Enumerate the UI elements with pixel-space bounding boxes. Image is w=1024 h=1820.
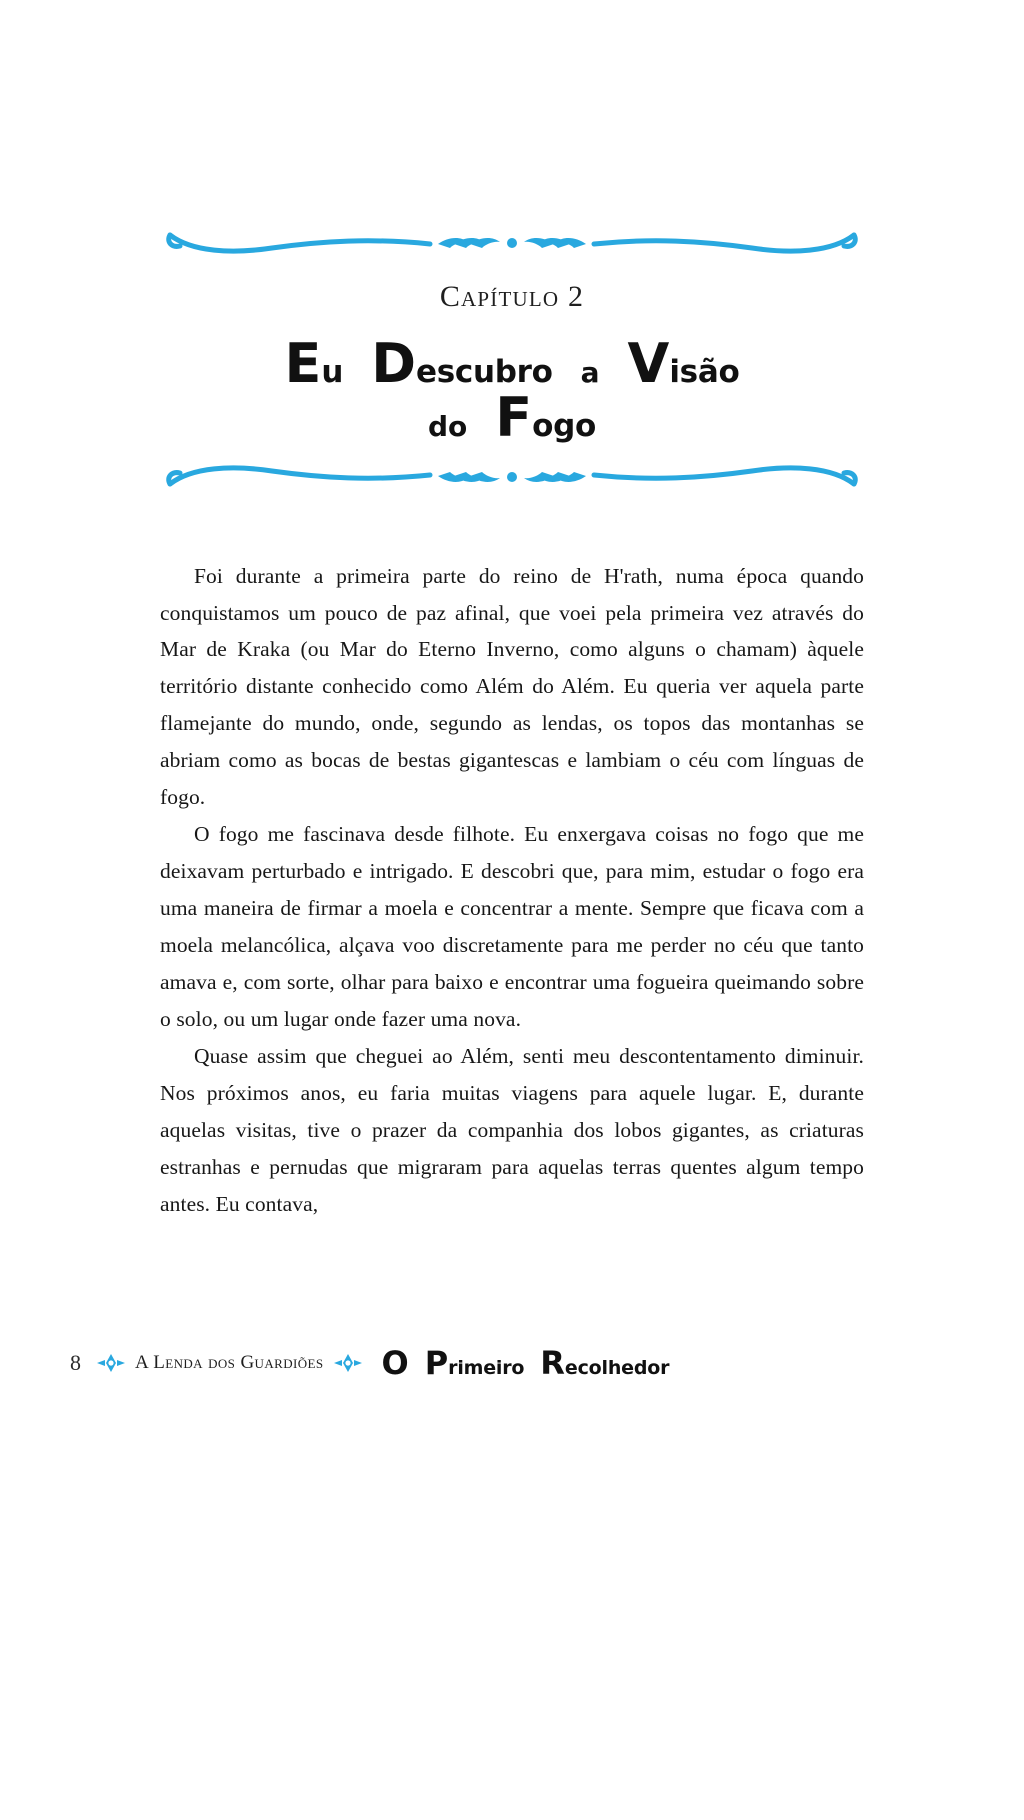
chapter-title-word: a	[580, 356, 600, 389]
chapter-title-initial: F	[495, 385, 533, 449]
page-content	[160, 0, 864, 1223]
diamond-ornament-icon	[334, 1352, 362, 1374]
page-footer	[70, 1344, 954, 1382]
book-title-word	[540, 1344, 669, 1382]
diamond-ornament-icon	[97, 1352, 125, 1374]
chapter-title-word	[495, 385, 597, 449]
body-text	[160, 558, 864, 1223]
flourish-ornament-icon	[160, 458, 864, 504]
chapter-title	[160, 332, 864, 449]
chapter-title-initial: D	[371, 332, 417, 395]
book-title-initial: O	[381, 1344, 409, 1382]
book-title	[382, 1344, 686, 1382]
book-title-initial: P	[424, 1344, 449, 1382]
paragraph: Quase assim que cheguei ao Além, senti meu descontentamento diminuir. Nos próximos anos, eu faria muitas viagens para aquele lugar. E, durante aquelas visitas, tive o prazer da companhia dos lobos gigantes, as criaturas estranhas e pernudas que migraram para aquelas terras quentes algum tempo antes. Eu contava,	[160, 1044, 864, 1216]
paragraph: Foi durante a primeira parte do reino de H'rath, numa época quando conquistamos um pouco de paz afinal, que voei pela primeira vez através do Mar de Kraka (ou Mar do Eterno Inverno, como alguns o chamam) àquele território distante conhecido como Além do Além. Eu queria ver aquela parte flamejante do mundo, onde, segundo as lendas, os topos das montanhas se abriam como as bocas de bestas gigantescas e lambiam o céu com línguas de fogo.	[160, 563, 864, 810]
chapter-title-word	[284, 332, 344, 395]
chapter-title-word	[627, 332, 740, 395]
book-title-rest: rimeiro	[448, 1357, 525, 1379]
book-title-word	[425, 1344, 525, 1382]
chapter-title-initial: V	[627, 332, 670, 395]
flourish-ornament-icon	[160, 222, 864, 268]
chapter-title-line-2	[160, 385, 864, 449]
chapter-title-rest: ogo	[532, 407, 597, 444]
chapter-title-rest: u	[321, 354, 344, 390]
page-number: 8	[70, 1350, 81, 1375]
book-title-word	[382, 1344, 409, 1382]
chapter-title-initial: E	[284, 332, 322, 395]
book-title-rest: ecolhedor	[564, 1357, 670, 1379]
chapter-label: Capítulo 2	[439, 280, 585, 313]
chapter-title-word: do	[427, 409, 468, 443]
chapter-title-rest: escubro	[416, 354, 553, 390]
series-title: A Lenda dos Guardiões	[135, 1352, 324, 1373]
paragraph: O fogo me fascinava desde filhote. Eu enxergava coisas no fogo que me deixavam perturbado e intrigado. E descobri que, para mim, estudar o fogo era uma maneira de firmar a moela e concentrar a mente. Sempre que ficava com a moela melancólica, alçava voo discretamente para me perder no céu que tanto amava e, com sorte, olhar para baixo e encontrar uma fogueira queimando sobre o solo, ou um lugar onde fazer uma nova.	[160, 822, 864, 1032]
book-title-initial: R	[540, 1344, 565, 1382]
chapter-title-rest: isão	[669, 354, 740, 390]
